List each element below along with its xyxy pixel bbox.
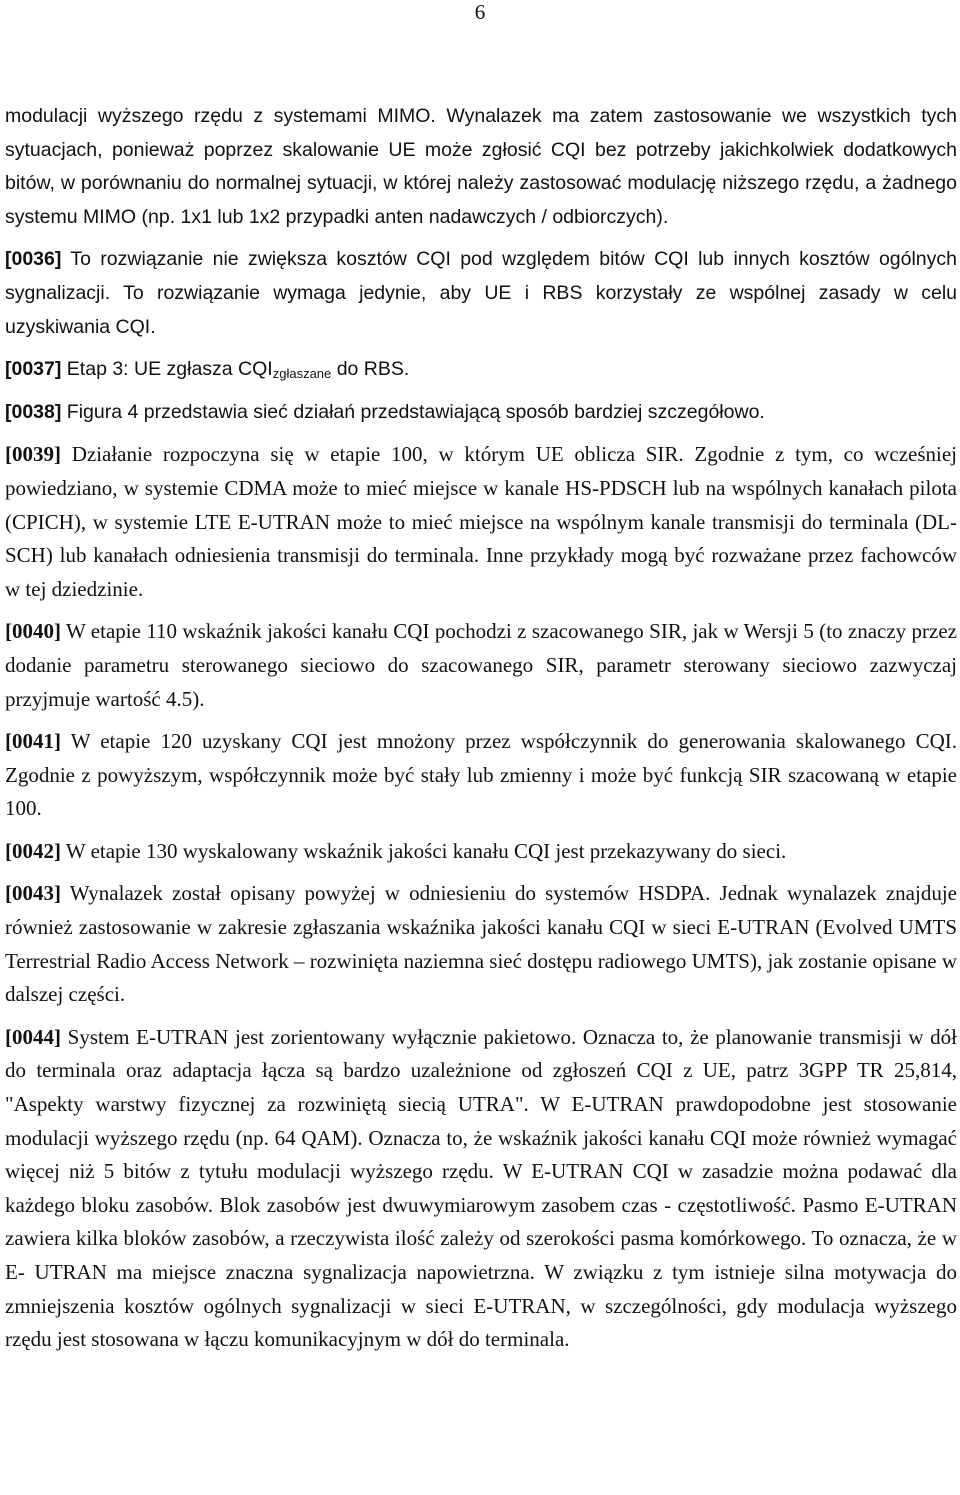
paragraph-number: [0044] [5,1024,61,1049]
document-body [5,100,957,1366]
paragraph-number: [0041] [5,729,61,754]
paragraph-text: System E-UTRAN jest zorientowany wyłącznie pakietowo. Oznacza to, że planowanie transmisji w dół do terminala oraz adaptacja łącza są bardzo uzależnione od zgłoszeń CQI z UE, patrz 3GPP TR 25,814, "Aspekty warstwy fizycznej za rozwiniętą siecią UTRA". W E-UTRAN prawdopodobne jest stosowanie modulacji wyższego rzędu (np. 64 QAM). Oznacza to, że wskaźnik jakości kanału CQI może również wymagać więcej niż 5 bitów z tytułu modulacji wyższego rzędu. W E-UTRAN CQI w zasadzie można podawać dla każdego bloku zasobów. Blok zasobów jest dwuwymiarowym zasobem czas - częstotliwość. Pasmo E-UTRAN zawiera kilka bloków zasobów, a rzeczywista ilość zależy od szerokości pasma komórkowego. To oznacza, że w E- UTRAN ma miejsce znaczna sygnalizacja napowietrzna. W związku z tym istnieje silna motywacja do zmniejszenia kosztów ogólnych sygnalizacji w sieci E-UTRAN, w szczególności, gdy modulacja wyższego rzędu jest stosowana w łączu komunikacyjnym w dół do terminala. [5,1024,958,1352]
paragraph-0042 [5,835,957,869]
paragraph-number: [0039] [5,442,61,467]
paragraph-0038 [5,396,957,430]
paragraph-text: W etapie 120 uzyskany CQI jest mnożony przez współczynnik do generowania skalowanego CQI. Zgodnie z powyższym, współczynnik może być stały lub zmienny i może być funkcją SIR szacowaną w etapie 100. [5,729,957,821]
paragraph-0040 [5,615,957,716]
paragraph-text: Etap 3: UE zgłasza CQI [66,358,273,381]
paragraph-number: [0040] [5,619,61,644]
paragraph-number: [0042] [5,838,61,863]
paragraph-0041 [5,725,957,826]
paragraph-0043 [5,877,957,1011]
paragraph-number: [0037] [5,358,62,381]
paragraph-text: W etapie 110 wskaźnik jakości kanału CQI pochodzi z szacowanego SIR, jak w Wersji 5 (to znaczy przez dodanie parametru sterowanego sieciowo do szacowanego SIR, parametr sterowany sieciowo zazwyczaj przyjmuje wartość 4.5). [5,619,958,711]
paragraph-number: [0036] [5,248,62,271]
paragraph-0044 [5,1021,957,1357]
paragraph-text-after: do RBS. [336,358,410,381]
paragraph-text: Figura 4 przedstawia sieć działań przedstawiającą sposób bardziej szczegółowo. [66,400,765,423]
intro-paragraph: modulacji wyższego rzędu z systemami MIMO. Wynalazek ma zatem zastosowanie we wszystkich tych sytuacjach, ponieważ poprzez skalowanie UE może zgłosić CQI bez potrzeby jakichkolwiek dodatkowych bitów, w porównaniu do normalnej sytuacji, w której należy zastosować modulację niższego rzędu, a żadnego systemu MIMO (np. 1x1 lub 1x2 przypadki anten nadawczych / odbiorczych). [5,105,957,228]
paragraph-text: W etapie 130 wyskalowany wskaźnik jakości kanału CQI jest przekazywany do sieci. [65,838,787,863]
page-number: 6 [474,0,486,24]
paragraph-text: To rozwiązanie nie zwiększa kosztów CQI pod względem bitów CQI lub innych kosztów ogólnych sygnalizacji. To rozwiązanie wymaga jedynie, aby UE i RBS korzystały ze wspólnej zasady w celu uzyskiwania CQI. [5,248,957,338]
paragraph-0037 [5,353,957,387]
paragraph-0039 [5,438,957,606]
paragraph-text: Działanie rozpoczyna się w etapie 100, w którym UE oblicza SIR. Zgodnie z tym, co wcześniej powiedziano, w systemie CDMA może to mieć miejsce w kanale HS-PDSCH lub na wspólnych kanałach pilota (CPICH), w systemie LTE E-UTRAN może to mieć miejsce na wspólnym kanale transmisji do terminala (DL-SCH) lub kanałach odniesienia transmisji do terminala. Inne przykłady mogą być rozważane przez fachowców w tej dziedzinie. [5,442,957,601]
paragraph-0036 [5,243,957,344]
subscript-text: zgłaszane [272,366,332,382]
paragraph-number: [0043] [5,881,61,906]
paragraph-text: Wynalazek został opisany powyżej w odniesieniu do systemów HSDPA. Jednak wynalazek znajduje również zastosowanie w zakresie zgłaszania wskaźnika jakości kanału CQI w sieci E-UTRAN (Evolved UMTS Terrestrial Radio Access Network – rozwinięta naziemna sieć dostępu radiowego UMTS), jak zostanie opisane w dalszej części. [5,881,957,1007]
paragraph-number: [0038] [5,400,62,423]
